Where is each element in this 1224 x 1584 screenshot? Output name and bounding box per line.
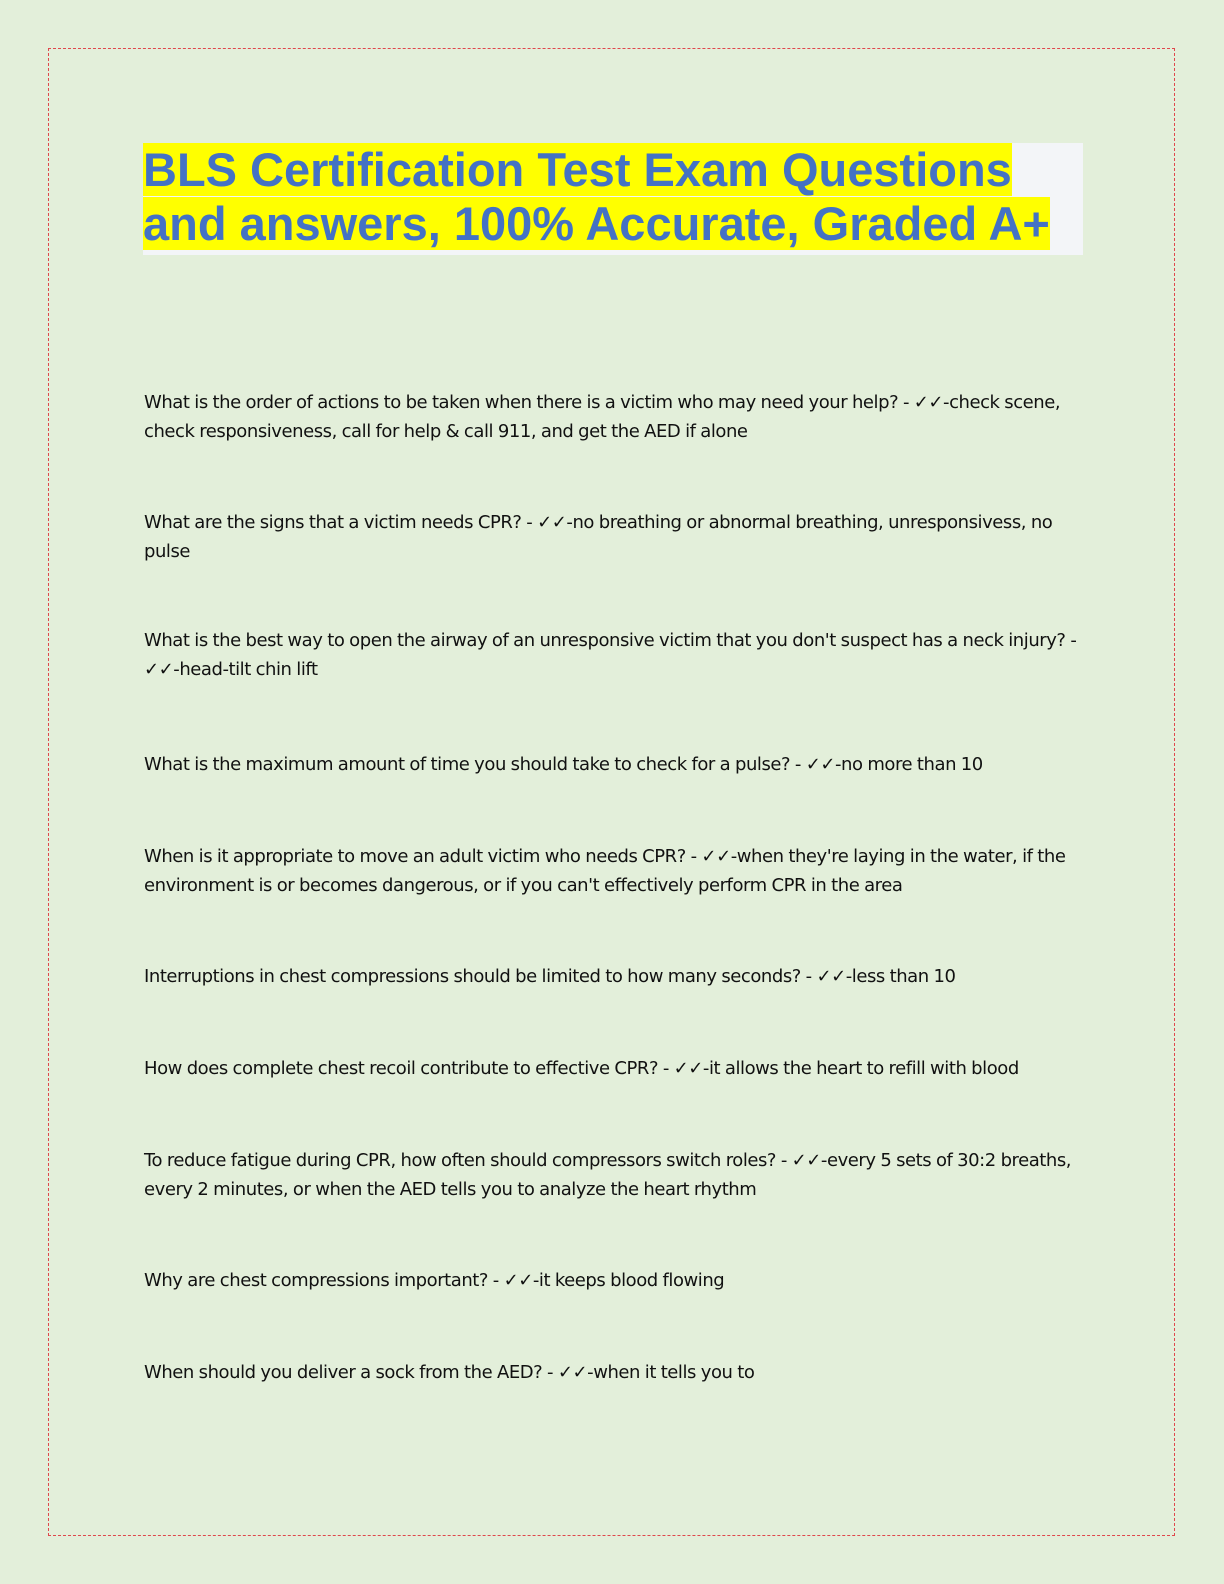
question-text: To reduce fatigue during CPR, how often should compressors switch roles?	[144, 1150, 777, 1171]
question-text: Why are chest compressions important?	[144, 1270, 489, 1291]
answer-text: it allows the heart to refill with blood	[708, 1058, 1019, 1079]
answer-text: every 5 sets of 30:2 breaths, every 2 minutes, or when the AED tells you to analyze the heart rhythm	[144, 1150, 1072, 1200]
question-text: What is the best way to open the airway of an unresponsive victim that you don't suspect has a neck injury?	[144, 630, 1066, 651]
answer-text: when they're laying in the water, if the environment is or becomes dangerous, or if you can't effectively perform CPR in the area	[144, 846, 1066, 896]
answer-text: it keeps blood flowing	[538, 1270, 725, 1291]
checkmark-separator: - ✓✓-	[790, 754, 842, 775]
answer-text: head-tilt chin lift	[179, 659, 318, 680]
answer-text: no breathing or abnormal breathing, unresponsivess, no pulse	[144, 512, 1053, 562]
qa-item	[144, 962, 1089, 991]
checkmark-separator: - ✓✓-	[542, 1362, 594, 1383]
checkmark-separator: - ✓✓-	[685, 846, 737, 867]
qa-item	[144, 388, 1089, 446]
checkmark-separator: - ✓✓-	[776, 1150, 827, 1171]
checkmark-separator: - ✓✓-	[144, 630, 1077, 680]
question-text: What is the order of actions to be taken when there is a victim who may need your help?	[144, 392, 899, 413]
qa-item	[144, 1358, 1089, 1387]
qa-item	[144, 842, 1089, 900]
qa-item	[144, 626, 1089, 684]
page-border	[48, 48, 1175, 1536]
answer-text: when it tells you to	[593, 1362, 755, 1383]
answer-text: no more than 10	[841, 754, 983, 775]
qa-item	[144, 1266, 1089, 1295]
checkmark-separator: - ✓✓-	[898, 392, 950, 413]
checkmark-separator: - ✓✓-	[488, 1270, 539, 1291]
title-highlight: BLS Certification Test Exam Questions and answers, 100% Accurate, Graded A+	[143, 143, 1050, 250]
checkmark-separator: - ✓✓-	[521, 512, 573, 533]
checkmark-separator: - ✓✓-	[800, 966, 852, 987]
document-title	[143, 143, 1083, 251]
checkmark-separator: - ✓✓-	[658, 1058, 709, 1079]
title-block	[143, 143, 1083, 255]
qa-item	[144, 508, 1089, 566]
question-text: When should you deliver a sock from the AED?	[144, 1362, 543, 1383]
question-text: What are the signs that a victim needs CPR?	[144, 512, 522, 533]
answer-text: less than 10	[851, 966, 956, 987]
qa-item	[144, 1054, 1089, 1083]
qa-item	[144, 1146, 1089, 1204]
question-text: What is the maximum amount of time you should take to check for a pulse?	[144, 754, 791, 775]
answer-text: check scene, check responsiveness, call for help & call 911, and get the AED if alone	[144, 392, 1061, 442]
question-text: How does complete chest recoil contribute to effective CPR?	[144, 1058, 659, 1079]
question-text: Interruptions in chest compressions should be limited to how many seconds?	[144, 966, 801, 987]
qa-item	[144, 750, 1089, 779]
question-text: When is it appropriate to move an adult victim who needs CPR?	[144, 846, 686, 867]
